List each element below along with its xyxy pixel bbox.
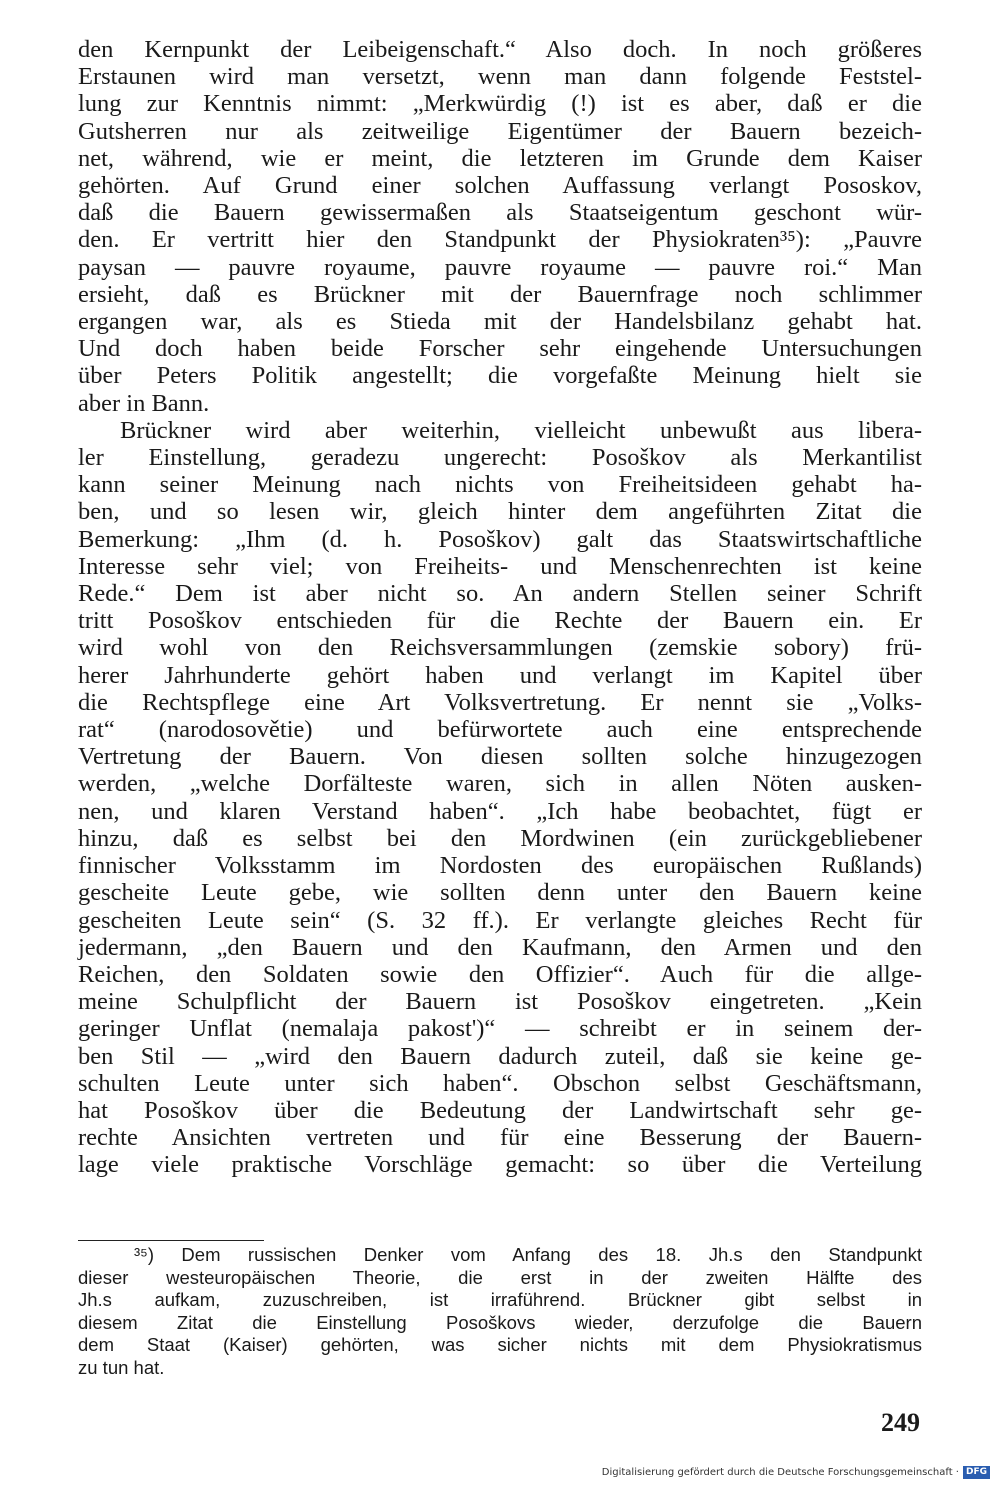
text-line: paysan — pauvre royaume, pauvre royaume — pauvre roi.“ Man [78, 253, 922, 281]
text-line: ben, und so lesen wir, gleich hinter dem angeführten Zitat die [78, 498, 922, 526]
text-line: rechte Ansichten vertreten und für eine Besserung der Bauern- [78, 1124, 922, 1152]
text-line: über Peters Politik angestellt; die vorgefaßte Meinung hielt sie [78, 362, 922, 390]
text-line: schulten Leute unter sich haben“. Obschon selbst Geschäftsmann, [78, 1069, 922, 1097]
credit-text: Digitalisierung gefördert durch die Deutsche Forschungsgemeinschaft · [601, 1467, 959, 1478]
text-line: meine Schulpflicht der Bauern ist Posoškov eingetreten. „Kein [78, 988, 922, 1016]
footnote-line: diesem Zitat die Einstellung Posoškovs wieder, derzufolge die Bauern [78, 1311, 922, 1333]
text-line: werden, „welche Dorfälteste waren, sich in allen Nöten ausken- [78, 770, 922, 798]
dfg-logo: DFG [963, 1466, 990, 1479]
text-line: den Kernpunkt der Leibeigenschaft.“ Also doch. In noch größeres [78, 36, 922, 63]
digitization-credit [602, 1466, 990, 1479]
text-line: kann seiner Meinung nach nichts von Freiheitsideen gehabt ha- [78, 471, 922, 499]
text-line: lage viele praktische Vorschläge gemacht: so über die Verteilung [78, 1151, 922, 1179]
footnote-line: dieser westeuropäischen Theorie, die erst in der zweiten Hälfte des [78, 1266, 922, 1288]
text-line: nen, und klaren Verstand haben“. „Ich habe beobachtet, fügt er [78, 797, 922, 825]
text-line: Bemerkung: „Ihm (d. h. Posoškov) galt das Staatswirtschaftliche [78, 525, 922, 553]
footnote-block [78, 1244, 922, 1380]
text-line: Vertretung der Bauern. Von diesen sollten solche hinzugezogen [78, 743, 922, 771]
text-line: ler Einstellung, geradezu ungerecht: Posoškov als Merkantilist [78, 444, 922, 472]
footnote-line: ³⁵) Dem russischen Denker vom Anfang des 18. Jh.s den Standpunkt [134, 1244, 922, 1265]
text-line: Gutsherren nur als zeitweilige Eigentümer der Bauern bezeich- [78, 117, 922, 145]
footnote-divider [78, 1240, 264, 1241]
text-line: Rede.“ Dem ist aber nicht so. An andern Stellen seiner Schrift [78, 580, 922, 608]
text-line: gehörten. Auf Grund einer solchen Auffassung verlangt Pososkov, [78, 172, 922, 200]
text-line: herer Jahrhunderte gehört haben und verlangt im Kapitel über [78, 661, 922, 689]
text-line: gescheite Leute gebe, wie sollten denn unter den Bauern keine [78, 879, 922, 907]
text-line: Reichen, den Soldaten sowie den Offizier“. Auch für die allge- [78, 960, 922, 988]
text-line: Erstaunen wird man versetzt, wenn man dann folgende Feststel- [78, 63, 922, 91]
text-line: ersieht, daß es Brückner mit der Bauernfrage noch schlimmer [78, 280, 922, 308]
text-line: die Rechtspflege eine Art Volksvertretung. Er nennt sie „Volks- [78, 688, 922, 716]
text-line: den. Er vertritt hier den Standpunkt der Physiokraten³⁵): „Pauvre [78, 226, 922, 254]
text-line: net, während, wie er meint, die letzteren im Grunde dem Kaiser [78, 144, 922, 172]
text-line: ben Stil — „wird den Bauern dadurch zuteil, daß sie keine ge- [78, 1042, 922, 1070]
text-line: wird wohl von den Reichsversammlungen (zemskie sobory) frü- [78, 634, 922, 662]
text-line: hinzu, daß es selbst bei den Mordwinen (ein zurückgebliebener [78, 824, 922, 852]
page-number: 249 [881, 1408, 920, 1437]
main-text-block [78, 36, 922, 1179]
text-line: rat“ (narodosovětie) und befürwortete auch eine entsprechende [78, 716, 922, 744]
footnote-line: zu tun hat. [78, 1356, 165, 1378]
text-line: hat Posoškov über die Bedeutung der Landwirtschaft sehr ge- [78, 1096, 922, 1124]
text-line: daß die Bauern gewissermaßen als Staatseigentum geschont wür- [78, 199, 922, 227]
text-line: ergangen war, als es Stieda mit der Handelsbilanz gehabt hat. [78, 308, 922, 336]
footnote-line: Jh.s aufkam, zuzuschreiben, ist irraführend. Brückner gibt selbst in [78, 1289, 922, 1311]
text-line: aber in Bann. [78, 389, 210, 417]
text-line: jedermann, „den Bauern und den Kaufmann, den Armen und den [78, 933, 922, 961]
text-line: finnischer Volksstamm im Nordosten des europäischen Rußlands) [78, 852, 922, 880]
text-line: gescheiten Leute sein“ (S. 32 ff.). Er verlangte gleiches Recht für [78, 906, 922, 934]
footnote-line: dem Staat (Kaiser) gehörten, was sicher nichts mit dem Physiokratismus [78, 1334, 922, 1356]
text-line: Interesse sehr viel; von Freiheits- und Menschenrechten ist keine [78, 552, 922, 580]
text-line: tritt Posoškov entschieden für die Rechte der Bauern ein. Er [78, 607, 922, 635]
text-line: lung zur Kenntnis nimmt: „Merkwürdig (!) ist es aber, daß er die [78, 90, 922, 118]
text-line: Und doch haben beide Forscher sehr eingehende Untersuchungen [78, 335, 922, 363]
text-line: geringer Unflat (nemalaja pakost')“ — schreibt er in seinem der- [78, 1015, 922, 1043]
text-line: Brückner wird aber weiterhin, vielleicht unbewußt aus libera- [120, 416, 922, 444]
